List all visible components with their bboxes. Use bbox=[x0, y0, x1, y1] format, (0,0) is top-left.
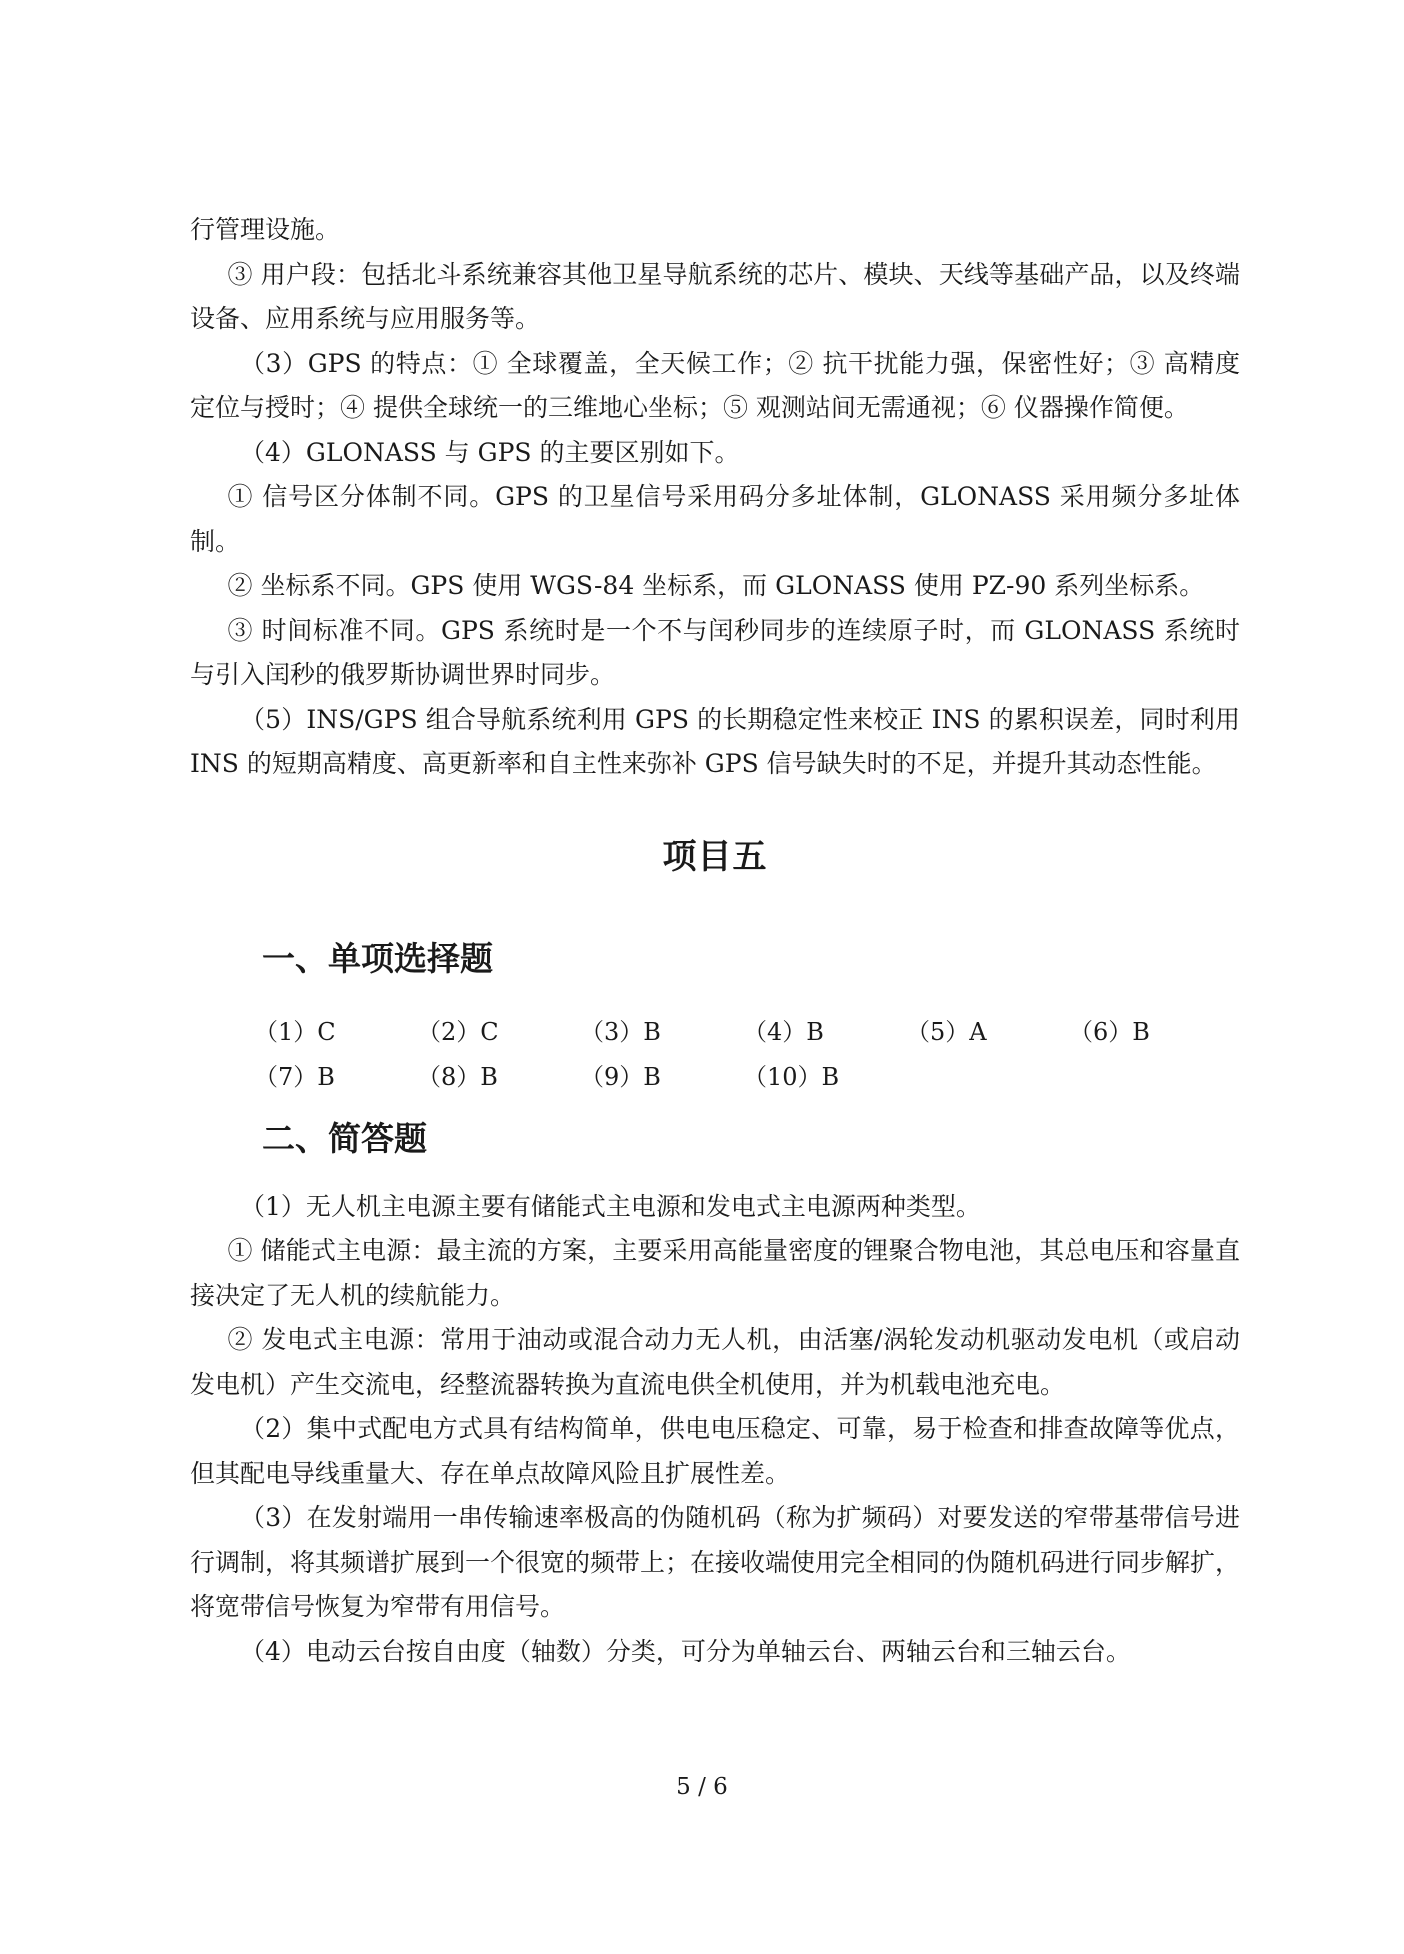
paragraph-centralized-distribution: （2）集中式配电方式具有结构简单，供电电压稳定、可靠，易于检查和排查故障等优点，但其配电导线重量大、存在单点故障风险且扩展性差。 bbox=[190, 1414, 1240, 1488]
paragraph-signal-system: ① 信号区分体制不同。GPS 的卫星信号采用码分多址体制，GLONASS 采用频分多址体制。 bbox=[190, 482, 1240, 556]
answer-item: （2）C bbox=[417, 1017, 499, 1046]
section-title-single-choice: 一、单项选择题 bbox=[262, 938, 493, 978]
project-title: 项目五 bbox=[662, 836, 768, 877]
answer-row bbox=[254, 1007, 1234, 1052]
paragraph-coordinate-system: ② 坐标系不同。GPS 使用 WGS-84 坐标系，而 GLONASS 使用 PZ-90 系列坐标系。 bbox=[227, 571, 1205, 600]
answer-grid bbox=[254, 1007, 1234, 1097]
answer-item: （8）B bbox=[417, 1062, 498, 1091]
paragraph-storage-power: ① 储能式主电源：最主流的方案，主要采用高能量密度的锂聚合物电池，其总电压和容量直接决定了无人机的续航能力。 bbox=[190, 1236, 1240, 1310]
paragraph-time-standard: ③ 时间标准不同。GPS 系统时是一个不与闰秒同步的连续原子时，而 GLONASS 系统时与引入闰秒的俄罗斯协调世界时同步。 bbox=[190, 615, 1240, 689]
paragraph-gps-features: （3）GPS 的特点：① 全球覆盖，全天候工作；② 抗干扰能力强，保密性好；③ 高精度定位与授时；④ 提供全球统一的三维地心坐标；⑤ 观测站间无需通视；⑥ 仪器操作简便。 bbox=[190, 348, 1240, 422]
paragraph-power-types: （1）无人机主电源主要有储能式主电源和发电式主电源两种类型。 bbox=[240, 1191, 981, 1221]
paragraph-generator-power: ② 发电式主电源：常用于油动或混合动力无人机，由活塞/涡轮发动机驱动发电机（或启动发电机）产生交流电，经整流器转换为直流电供全机使用，并为机载电池充电。 bbox=[190, 1325, 1240, 1399]
answer-item: （3）B bbox=[580, 1017, 661, 1046]
paragraph-ins-gps: （5）INS/GPS 组合导航系统利用 GPS 的长期稳定性来校正 INS 的累积误差，同时利用 INS 的短期高精度、高更新率和自主性来弥补 GPS 信号缺失时的不足，并提升其动态性能。 bbox=[190, 704, 1240, 778]
answer-item: （10）B bbox=[743, 1062, 840, 1091]
paragraph-user-segment: ③ 用户段：包括北斗系统兼容其他卫星导航系统的芯片、模块、天线等基础产品，以及终端设备、应用系统与应用服务等。 bbox=[190, 259, 1240, 333]
answer-item: （4）B bbox=[743, 1017, 824, 1046]
paragraph-spread-spectrum: （3）在发射端用一串传输速率极高的伪随机码（称为扩频码）对要发送的窄带基带信号进行调制，将其频谱扩展到一个很宽的频带上；在接收端使用完全相同的伪随机码进行同步解扩，将宽带信号恢复为窄带有用信号。 bbox=[190, 1503, 1241, 1621]
answer-item: （6）B bbox=[1069, 1017, 1150, 1046]
paragraph-continued: 行管理设施。 bbox=[190, 215, 341, 244]
paragraph-glonass-gps-diff: （4）GLONASS 与 GPS 的主要区别如下。 bbox=[240, 437, 740, 467]
answer-item: （5）A bbox=[906, 1017, 987, 1046]
answer-item: （7）B bbox=[254, 1062, 335, 1091]
answer-row bbox=[254, 1052, 1234, 1097]
page-content bbox=[190, 208, 1240, 1674]
section-title-short-answer: 二、简答题 bbox=[262, 1118, 427, 1158]
page-number: 5 / 6 bbox=[676, 1774, 728, 1800]
answer-item: （9）B bbox=[580, 1062, 661, 1091]
short-answer-block bbox=[190, 1185, 1240, 1675]
answer-item: （1）C bbox=[254, 1017, 336, 1046]
paragraph-gimbal: （4）电动云台按自由度（轴数）分类，可分为单轴云台、两轴云台和三轴云台。 bbox=[240, 1636, 1131, 1666]
